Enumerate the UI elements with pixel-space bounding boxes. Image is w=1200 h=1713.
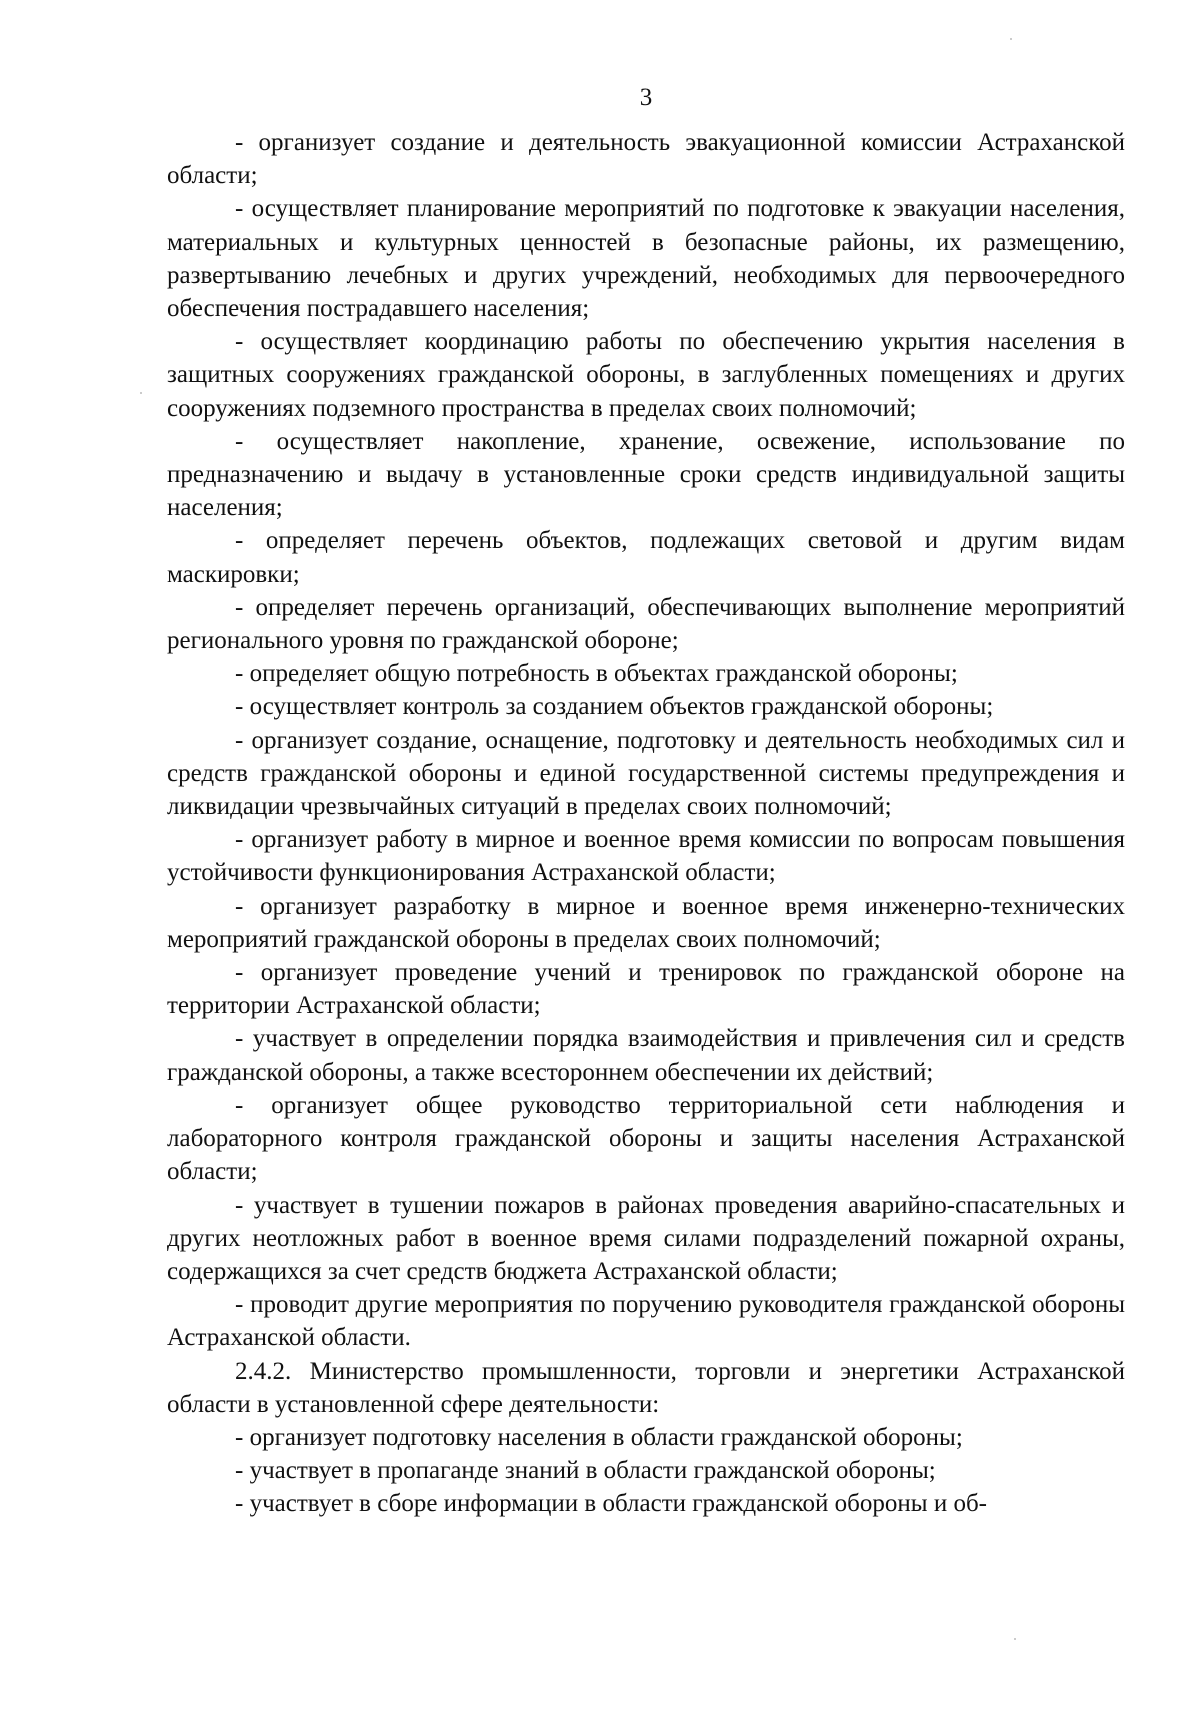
paragraph: - участвует в пропаганде знаний в области гражданской обороны; xyxy=(235,1457,936,1485)
paragraph: - организует разработку в мирное и военное время инженерно-технических мероприятий гражданской обороны в пределах своих полномочий; xyxy=(167,892,1125,953)
paragraph: - организует проведение учений и тренировок по гражданской обороне на территории Астраханской области; xyxy=(167,959,1125,1020)
scan-speck xyxy=(1014,1638,1016,1640)
paragraph: - организует создание, оснащение, подготовку и деятельность необходимых сил и средств гражданской обороны и единой государственной системы предупреждения и ликвидации чрезвычайных ситуаций в пределах своих полномочий; xyxy=(167,726,1125,821)
scan-speck xyxy=(140,392,142,394)
paragraph: - осуществляет накопление, хранение, освежение, использование по предназначению и выдачу в установленные сроки средств индивидуальной защиты населения; xyxy=(167,427,1125,522)
scan-speck xyxy=(1010,38,1012,40)
paragraph: - участвует в определении порядка взаимодействия и привлечения сил и средств гражданской обороны, а также всестороннем обеспечении их действий; xyxy=(167,1025,1125,1086)
paragraph: - участвует в тушении пожаров в районах проведения аварийно-спасательных и других неотложных работ в военное время силами подразделений пожарной охраны, содержащихся за счет средств бюджета Астраханской области; xyxy=(167,1191,1125,1285)
paragraph: - определяет перечень объектов, подлежащих световой и другим видам маскировки; xyxy=(167,527,1125,588)
paragraph: - осуществляет контроль за созданием объектов гражданской обороны; xyxy=(235,693,994,721)
paragraph: - организует работу в мирное и военное время комиссии по вопросам повышения устойчивости функционирования Астраханской области; xyxy=(167,826,1125,887)
paragraph: - организует подготовку населения в области гражданской обороны; xyxy=(235,1423,963,1451)
paragraph: - осуществляет координацию работы по обеспечению укрытия населения в защитных сооружениях гражданской обороны, в заглубленных помещениях и других сооружениях подземного пространства в пределах своих полномочий; xyxy=(167,328,1125,422)
paragraph: - определяет общую потребность в объектах гражданской обороны; xyxy=(235,660,958,688)
paragraph: - участвует в сборе информации в области гражданской обороны и об- xyxy=(235,1490,988,1518)
paragraph: - проводит другие мероприятия по поручению руководителя гражданской обороны Астраханской области. xyxy=(167,1291,1125,1352)
paragraph: - организует общее руководство территориальной сети наблюдения и лабораторного контроля гражданской обороны и защиты населения Астраханской области; xyxy=(167,1091,1125,1186)
section-paragraph: 2.4.2. Министерство промышленности, торговли и энергетики Астраханской области в установленной сфере деятельности: xyxy=(167,1357,1125,1418)
paragraph: - определяет перечень организаций, обеспечивающих выполнение мероприятий регионального уровня по гражданской обороне; xyxy=(167,593,1125,655)
paragraph: - осуществляет планирование мероприятий по подготовке к эвакуации населения, материальных и культурных ценностей в безопасные районы, их размещению, развертыванию лечебных и других учреждений, необходимых для первоочередного обеспечения пострадавшего населения; xyxy=(167,195,1125,323)
page-number: 3 xyxy=(639,84,653,111)
paragraph: - организует создание и деятельность эвакуационной комиссии Астраханской области; xyxy=(167,129,1125,190)
